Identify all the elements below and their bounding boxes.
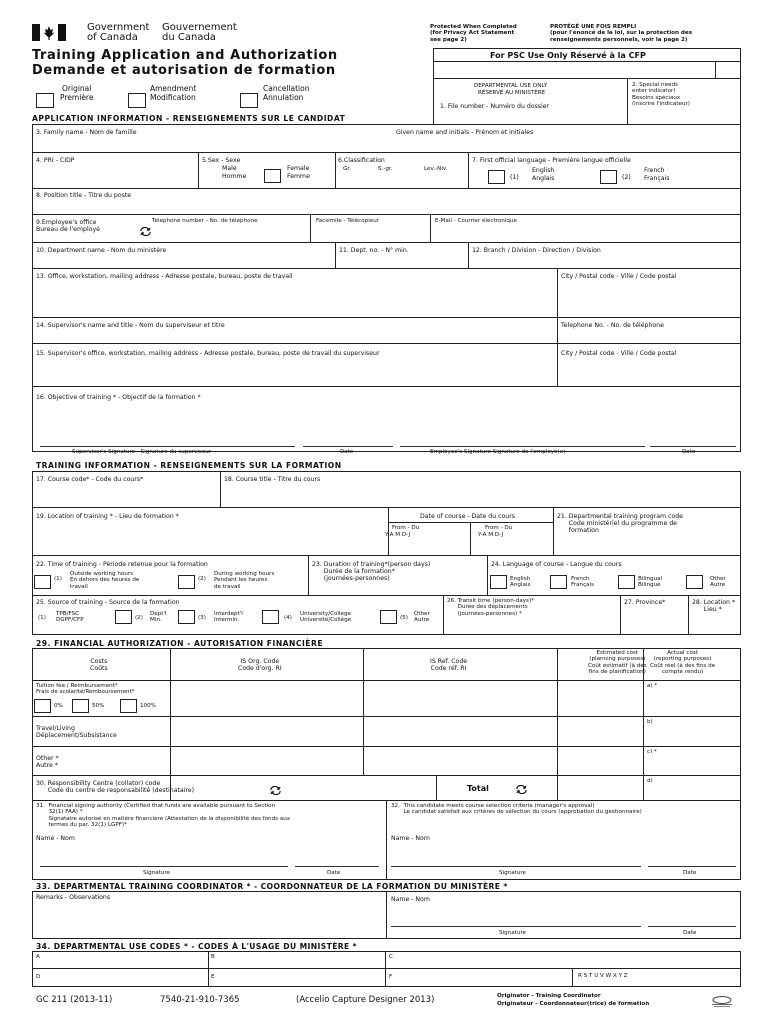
coord-date-label: Date	[683, 930, 697, 936]
manager-approval-label: 32. This candidate meets course selection criteria (manager's approval) Le candidat satisfait aux critères de sélection du cours (approbation du gestionnaire)	[391, 803, 642, 816]
original-checkbox[interactable]	[36, 93, 54, 108]
female-fr-label: Femme	[287, 173, 310, 180]
supervisor-address-label: 15. Supervisor's office, workstation, mailing address - Adresse postale, bureau, poste de travail du superviseur	[36, 350, 380, 357]
s3-num: (3)	[198, 615, 206, 621]
course-english-label: English Anglais	[510, 576, 531, 589]
language-of-course-label: 24. Language of course - Langue du cours	[491, 561, 622, 568]
cancellation-checkbox[interactable]	[240, 93, 258, 108]
male-label: Male	[222, 165, 237, 172]
french-fr-label: Français	[644, 175, 670, 182]
email-label: E-Mail - Courrier électronique	[435, 218, 517, 224]
amendment-fr-label: Modification	[150, 93, 196, 102]
duration-label: 23. Duration of training*(person days) Durée de la formation* (journées-personnes)	[312, 561, 431, 582]
cancellation-fr-label: Annulation	[263, 93, 304, 102]
gov-fr-2: du Canada	[162, 32, 216, 43]
gov-fr-1: Gouvernement	[162, 22, 237, 33]
dept-use-line2: RÉSERVÉ AU MINISTÈRE	[478, 90, 546, 96]
codes-grid	[32, 951, 741, 987]
french-label: French	[644, 167, 665, 174]
date-of-course-label: Date of course - Date du cours	[420, 513, 515, 520]
is-org-header: IS Org. Code Code d'org. RI	[238, 658, 282, 672]
tuition-100-checkbox[interactable]	[120, 699, 137, 713]
french-checkbox[interactable]	[600, 170, 617, 184]
t2-num: (2)	[198, 576, 206, 582]
course-french-label: French Français	[571, 576, 595, 589]
during-hours-label: During working hours Pendant les heures de travail	[214, 571, 275, 590]
supervisor-phone-label: Telephone No. - No. de téléphone	[561, 322, 664, 329]
protected-fr: PROTÉGÉ UNE FOIS REMPLI (pour l'énoncé de la loi, sur la protection des renseignements personnels, voir la page 2)	[550, 24, 693, 43]
location-label: 19. Location of training * - Lieu de formation *	[36, 513, 179, 520]
dept-use-line1: DEPARTMENTAL USE ONLY	[474, 83, 548, 89]
course-french-checkbox[interactable]	[550, 575, 567, 589]
lang-2: (2)	[622, 174, 631, 181]
date31-label: Date	[327, 870, 341, 876]
coord-name-label: Name - Nom	[391, 896, 430, 903]
employee-office-label: 9.Employee's office Bureau de l'employé	[36, 219, 100, 233]
row-d: d)	[647, 778, 653, 784]
province-label: 27. Province*	[624, 599, 666, 606]
coordinator-section-title: 33. DEPARTMENTAL TRAINING COORDINATOR * - COORDONNATEUR DE LA FORMATION DU MINISTÈRE *	[36, 882, 508, 891]
is-ref-header: IS Ref. Code Code réf. RI	[430, 658, 468, 672]
course-code-label: 17. Course code* - Code du cours*	[36, 476, 144, 483]
female-label: Female	[287, 165, 310, 172]
dept-no-label: 11. Dept. no. - N° min.	[339, 247, 409, 254]
code-f: F	[389, 974, 393, 980]
code-letters: R S T U V W X Y Z	[578, 973, 628, 979]
row-b: b)	[647, 719, 653, 725]
source-tpb-label: TPB/FSC DGPF/CFP	[56, 611, 84, 624]
travel-label: Travel/Living Déplacement/Subsistance	[36, 725, 117, 739]
male-fr-label: Homme	[222, 173, 247, 180]
name31-label: Name - Nom	[36, 835, 75, 842]
amendment-label: Amendment	[150, 84, 197, 93]
course-bilingual-label: Bilingual Bilingue	[638, 576, 663, 589]
course-bilingual-checkbox[interactable]	[618, 575, 635, 589]
code-b: B	[211, 954, 215, 960]
gov-en-1: Government	[87, 22, 150, 33]
special-needs-label: 2. Special needs enter indicator) Besoins spéciaux (inscrire l'indicateur)	[632, 82, 690, 108]
form-number: GC 211 (2013-11)	[36, 995, 113, 1005]
costs-header: Costs Coûts	[90, 658, 108, 672]
code-a: A	[36, 954, 40, 960]
name32-label: Name - Nom	[391, 835, 430, 842]
course-title-label: 18. Course title - Titre du cours	[224, 476, 321, 483]
title-en: Training Application and Authorization	[32, 48, 338, 63]
signature31-label: Signature	[143, 870, 170, 876]
english-label: English	[532, 167, 555, 174]
from-label: From - Du	[392, 525, 420, 531]
male-checkbox[interactable]	[264, 169, 281, 183]
program-code-label: 21. Departmental training program code Code ministériel du programme de formation	[557, 513, 683, 534]
row-c: c) *	[647, 749, 657, 755]
during-hours-checkbox[interactable]	[178, 575, 195, 589]
applicant-section-title: APPLICATION INFORMATION - RENSEIGNEMENTS SUR LE CANDIDAT	[32, 114, 346, 123]
position-title-label: 8. Position title - Titre du poste	[36, 192, 132, 199]
tuition-0-label: 0%	[54, 703, 63, 709]
given-name-label: Given name and initials - Prénom et initiales	[396, 129, 534, 136]
code-d: D	[36, 974, 41, 980]
amendment-checkbox[interactable]	[128, 93, 146, 108]
time-of-training-label: 22. Time of training - Période retenue pour la formation	[36, 561, 208, 568]
designer-label: (Accelio Capture Designer 2013)	[296, 995, 435, 1005]
employee-date-label: Date	[682, 449, 696, 455]
source-university-checkbox[interactable]	[262, 610, 279, 624]
to-label: From - Du	[485, 525, 513, 531]
english-fr-label: Anglais	[532, 175, 555, 182]
s2-num: (2)	[135, 615, 143, 621]
cancellation-label: Cancellation	[263, 84, 310, 93]
subgroup-label: S.-gr.	[378, 166, 393, 172]
other-label: Other * Autre *	[36, 755, 59, 769]
s1-num: (1)	[38, 615, 46, 621]
phone-label: Telephone number - No. de téléphone	[152, 218, 258, 224]
location-code-label: 28. Location * Lieu *	[692, 599, 736, 613]
family-name-label: 3. Family name - Nom de famille	[36, 129, 137, 136]
tuition-50-label: 50%	[92, 703, 105, 709]
source-interdept-checkbox[interactable]	[178, 610, 195, 624]
from-yam: Y-A M D-J	[385, 532, 411, 538]
source-dept-label: Dept'l Min.	[150, 611, 167, 624]
total-label: Total	[467, 784, 489, 793]
arrow-icon	[270, 786, 281, 795]
tuition-100-label: 100%	[140, 703, 156, 709]
signature32-label: Signature	[499, 870, 526, 876]
group-label: Gr.	[343, 166, 351, 172]
tuition-0-checkbox[interactable]	[34, 699, 51, 713]
department-label: 10. Department name - Nom du ministère	[36, 247, 167, 254]
recycle-logo-icon	[708, 994, 736, 1008]
source-university-label: University/College Université/Collège	[300, 611, 352, 624]
responsibility-centre-label: 30. Responsibility Centre (collator) code Code du centre de responsabilité (destinataire)	[36, 780, 195, 794]
date32-label: Date	[683, 870, 697, 876]
level-label: Lev.-Niv.	[424, 166, 448, 172]
estimated-cost-header: Estimated cost (planning purposes) Coût estimatif (à des fins de planification)	[588, 650, 647, 676]
signing-authority-label: 31. Financial signing authority (Certified that funds are available pursuant to Section 32(1) FAA) * Signataire autorisé en matière financière (Attestation de la disponibilité des fonds aux termes du par. 32(1) LGPF)*	[36, 803, 291, 829]
supervisor-date-label: Date	[340, 449, 354, 455]
psc-only: For PSC Use Only Réservé à la CFP	[490, 51, 646, 60]
t1-num: (1)	[54, 576, 62, 582]
employee-signature-label: Employee's Signature Signature de l'employé(e)	[430, 449, 566, 455]
s4-num: (4)	[284, 615, 292, 621]
original-label: Original	[62, 84, 92, 93]
arrow-icon	[516, 785, 527, 794]
office-address-label: 13. Office, workstation, mailing address - Adresse postale, bureau, poste de travail	[36, 273, 293, 280]
protected-en: Protected When Completed (for Privacy Act Statement see page 2)	[430, 24, 517, 43]
pri-label: 4. PRI - CIDP	[36, 157, 75, 164]
source-other-checkbox[interactable]	[380, 610, 397, 624]
originator-fr: Originateur - Coordonnateur(trice) de formation	[497, 1001, 650, 1007]
course-english-checkbox[interactable]	[490, 575, 507, 589]
arrow-icon	[140, 227, 151, 236]
source-label: 25. Source of training - Source de la formation	[36, 599, 180, 606]
file-number-label: 1. File number - Numéro du dossier	[440, 103, 550, 110]
classification-label: 6.Classification	[338, 157, 385, 164]
codes-section-title: 34. DEPARTMENTAL USE CODES * - CODES À L'USAGE DU MINISTÈRE *	[36, 942, 358, 951]
transit-time-label: 26. Transit time (person-days)* Durée des déplacements (journées-personnes) *	[447, 598, 534, 617]
code-c: C	[389, 954, 393, 960]
english-checkbox[interactable]	[488, 170, 505, 184]
city-postal-label-2: City / Postal code - Ville / Code postal	[561, 350, 677, 357]
code-e: E	[211, 974, 215, 980]
city-postal-label-1: City / Postal code - Ville / Code postal	[561, 273, 677, 280]
branch-label: 12. Branch / Division - Direction / Division	[472, 247, 601, 254]
nsn-number: 7540-21-910-7365	[160, 995, 240, 1005]
course-other-label: Other Autre	[710, 576, 726, 589]
outside-hours-checkbox[interactable]	[34, 575, 51, 589]
gov-en-2: of Canada	[87, 32, 138, 43]
row-a: a) *	[647, 683, 658, 689]
lang-1: (1)	[510, 174, 519, 181]
canada-flag-icon	[32, 24, 66, 41]
fax-label: Facsimile - Télécopieur	[316, 218, 380, 224]
tuition-50-checkbox[interactable]	[72, 699, 89, 713]
actual-cost-header: Actual cost (reporting purposes) Coût réel (à des fins de compte rendu)	[650, 650, 716, 676]
original-fr-label: Première	[60, 93, 94, 102]
supervisor-signature-label: Supervisor's Signature - Signature du superviseur	[72, 449, 212, 455]
source-dept-checkbox[interactable]	[115, 610, 132, 624]
objective-label: 16. Objective of training * - Objectif de la formation *	[36, 394, 201, 401]
coord-signature-label: Signature	[499, 930, 526, 936]
training-section-title: TRAINING INFORMATION - RENSEIGNEMENTS SUR LA FORMATION	[36, 461, 342, 470]
source-interdept-label: Interdept'l Intermin.	[214, 611, 243, 624]
applicant-grid	[32, 124, 741, 452]
tuition-label: Tuition fee / Reimbursement* Frais de scolarité/Remboursement*	[36, 683, 135, 696]
course-other-checkbox[interactable]	[686, 575, 703, 589]
s5-num: (5)	[400, 615, 408, 621]
financial-section-title: 29. FINANCIAL AUTHORIZATION - AUTORISATION FINANCIÈRE	[36, 639, 324, 648]
outside-hours-label: Outside working hours En dehors des heures de travail	[70, 571, 140, 590]
originator-en: Originator - Training Coordinator	[497, 993, 601, 999]
to-yam: Y-A M D-J	[478, 532, 504, 538]
title-fr: Demande et autorisation de formation	[32, 63, 336, 78]
source-other-label: Other Autre	[414, 611, 430, 624]
remarks-label: Remarks - Observations	[36, 894, 111, 901]
first-language-label: 7. First official language - Première langue officielle	[472, 157, 631, 164]
supervisor-name-label: 14. Supervisor's name and title - Nom du superviseur et titre	[36, 322, 225, 329]
sex-label: 5.Sex - Sexe	[202, 157, 241, 164]
